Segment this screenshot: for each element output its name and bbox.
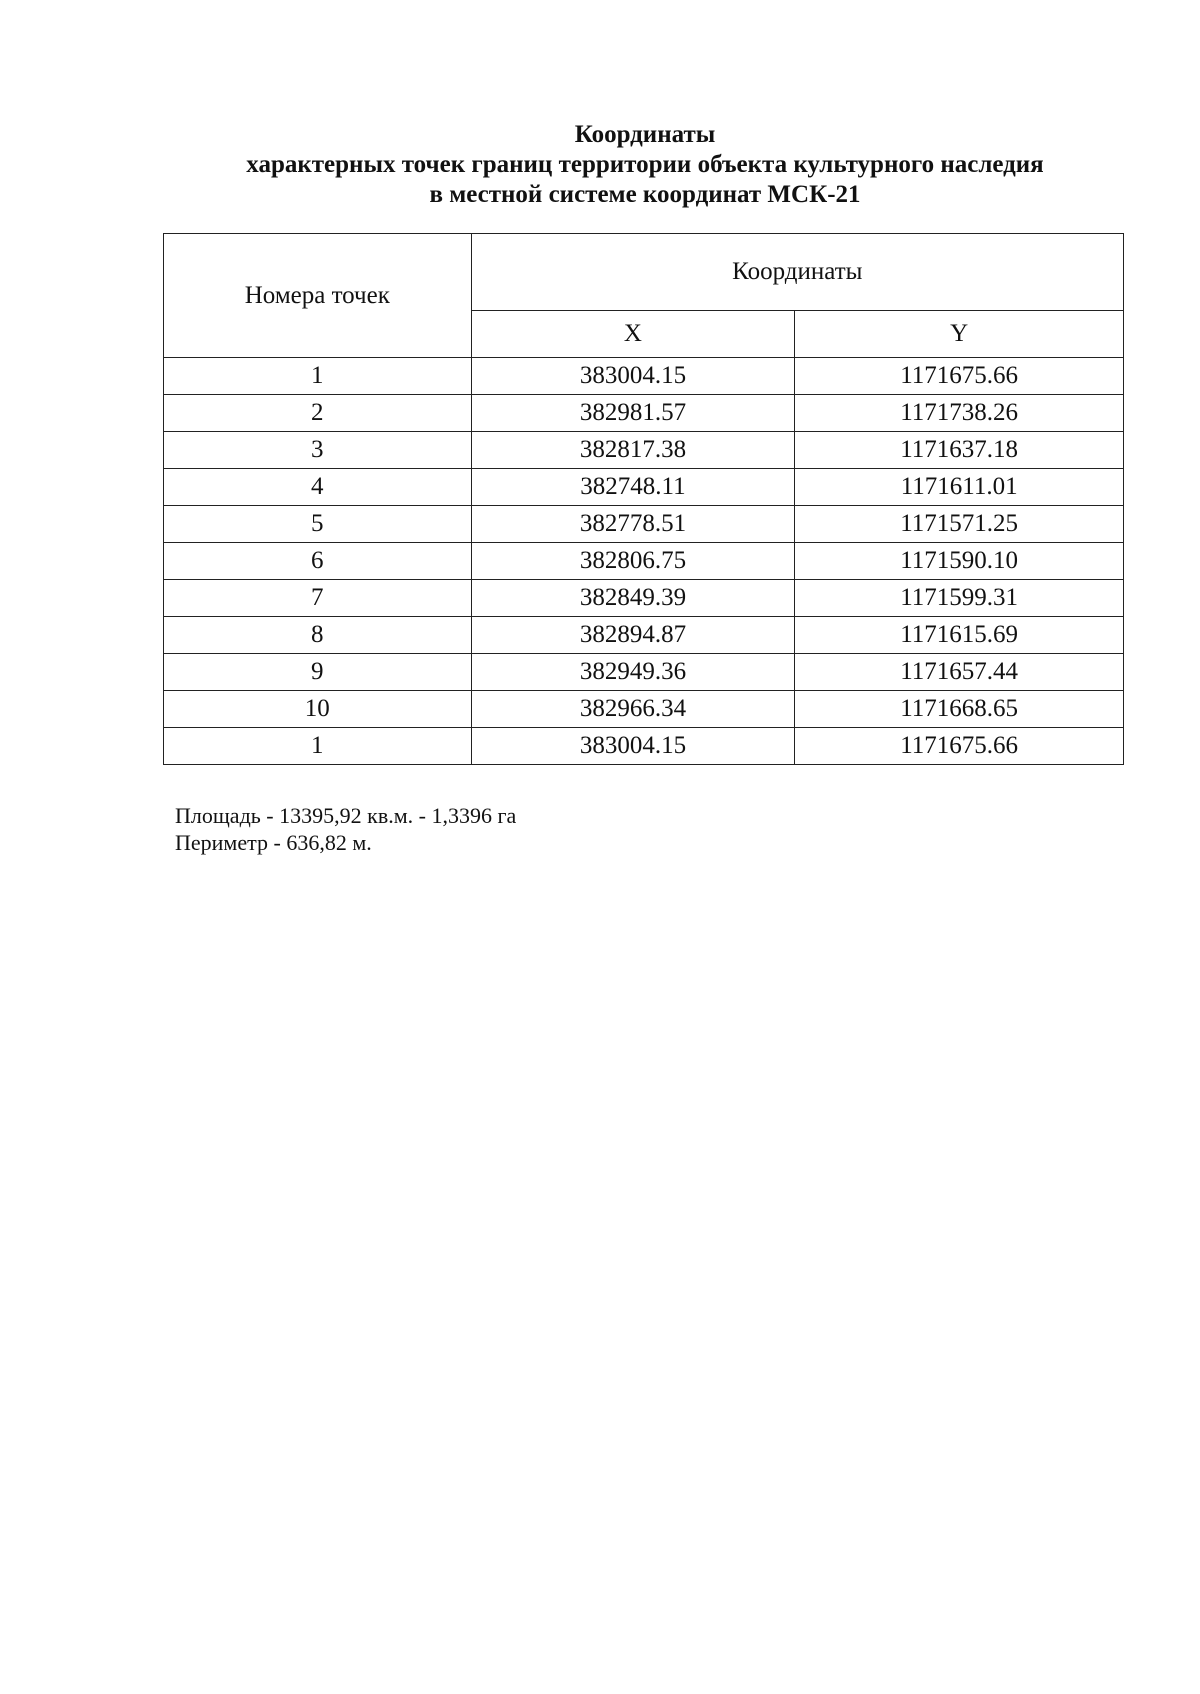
table-row <box>164 691 1124 728</box>
coord-x: 382817.38 <box>471 432 795 469</box>
coord-y: 1171668.65 <box>795 691 1124 728</box>
coord-y: 1171571.25 <box>795 506 1124 543</box>
point-number: 3 <box>164 432 472 469</box>
coord-x: 382966.34 <box>471 691 795 728</box>
table-row <box>164 395 1124 432</box>
table-row <box>164 728 1124 765</box>
coord-y: 1171675.66 <box>795 728 1124 765</box>
header-x: X <box>471 311 795 358</box>
coord-x: 382806.75 <box>471 543 795 580</box>
table-row <box>164 543 1124 580</box>
summary-block <box>175 802 516 856</box>
header-row-1 <box>164 234 1124 311</box>
coord-y: 1171599.31 <box>795 580 1124 617</box>
table-row <box>164 580 1124 617</box>
table-row <box>164 469 1124 506</box>
point-number: 9 <box>164 654 472 691</box>
table-row <box>164 358 1124 395</box>
coord-y: 1171657.44 <box>795 654 1124 691</box>
point-number: 2 <box>164 395 472 432</box>
title-line-3: в местной системе координат МСК-21 <box>429 181 861 208</box>
coord-x: 383004.15 <box>471 358 795 395</box>
table-row <box>164 617 1124 654</box>
point-number: 7 <box>164 580 472 617</box>
coord-x: 382894.87 <box>471 617 795 654</box>
table-row <box>164 654 1124 691</box>
coord-y: 1171590.10 <box>795 543 1124 580</box>
table-body <box>164 358 1124 765</box>
title-line-2: характерных точек границ территории объекта культурного наследия <box>246 151 1044 178</box>
coord-x: 382778.51 <box>471 506 795 543</box>
table-row <box>164 432 1124 469</box>
coord-x: 383004.15 <box>471 728 795 765</box>
header-y: Y <box>795 311 1124 358</box>
point-number: 5 <box>164 506 472 543</box>
coordinates-table <box>163 233 1124 765</box>
coord-x: 382949.36 <box>471 654 795 691</box>
coord-y: 1171738.26 <box>795 395 1124 432</box>
point-number: 1 <box>164 358 472 395</box>
coord-x: 382849.39 <box>471 580 795 617</box>
coord-y: 1171611.01 <box>795 469 1124 506</box>
coord-y: 1171675.66 <box>795 358 1124 395</box>
table-header <box>164 234 1124 358</box>
point-number: 10 <box>164 691 472 728</box>
area-text: Площадь - 13395,92 кв.м. - 1,3396 га <box>175 803 517 828</box>
coord-y: 1171637.18 <box>795 432 1124 469</box>
coord-x: 382981.57 <box>471 395 795 432</box>
table-row <box>164 506 1124 543</box>
point-number: 6 <box>164 543 472 580</box>
point-number: 8 <box>164 617 472 654</box>
point-number: 4 <box>164 469 472 506</box>
header-coordinates: Координаты <box>471 234 1123 311</box>
point-number: 1 <box>164 728 472 765</box>
perimeter-text: Периметр - 636,82 м. <box>175 830 372 855</box>
title-line-1: Координаты <box>574 121 716 148</box>
coord-y: 1171615.69 <box>795 617 1124 654</box>
header-point-numbers: Номера точек <box>164 234 472 358</box>
coord-x: 382748.11 <box>471 469 795 506</box>
document-title <box>160 120 1130 210</box>
